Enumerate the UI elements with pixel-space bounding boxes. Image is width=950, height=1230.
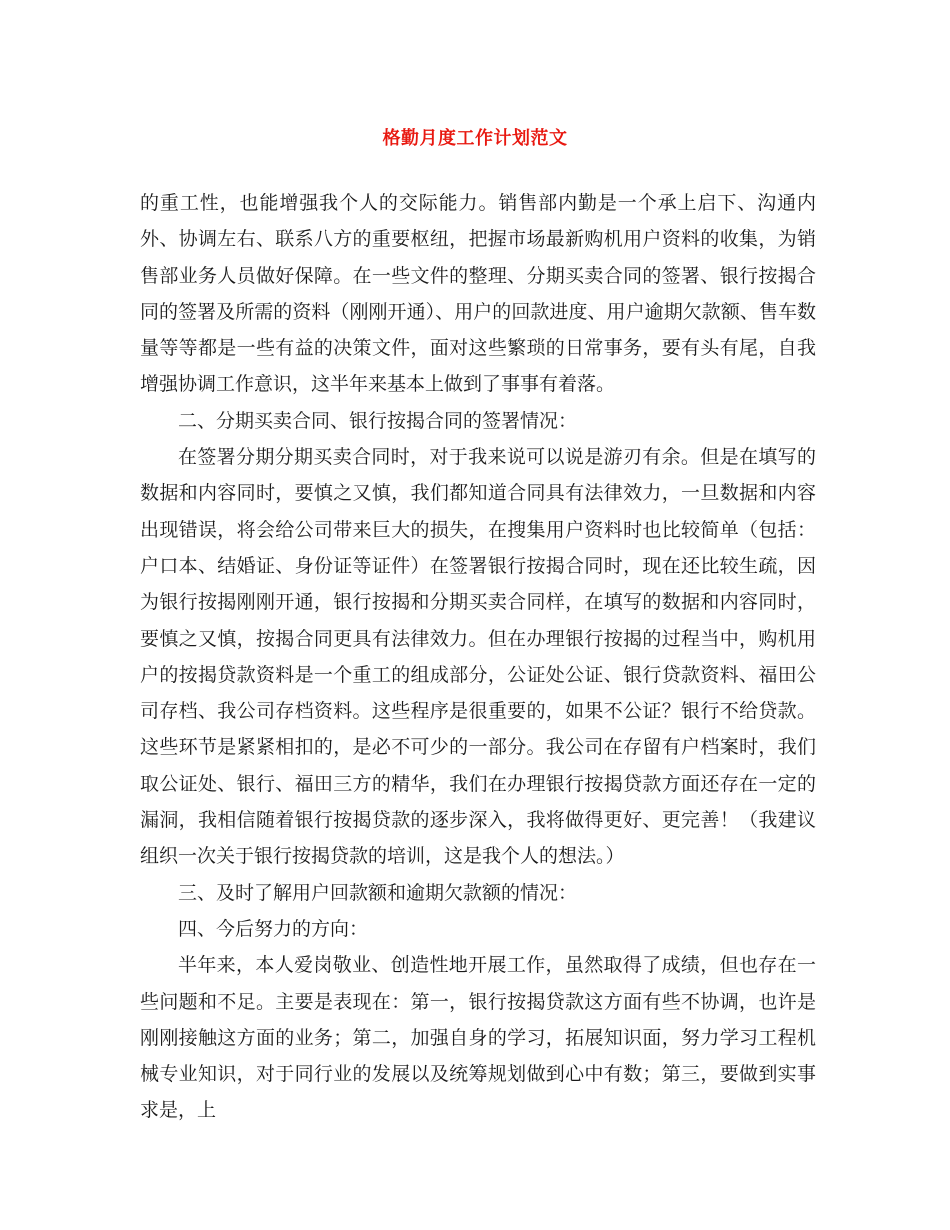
section-heading-payments: 三、及时了解用户回款额和逾期欠款额的情况： <box>178 881 578 904</box>
section-heading-future: 四、今后努力的方向： <box>178 917 369 940</box>
paragraph-contracts: 在签署分期分期买卖合同时，对于我来说可以说是游刃有余。但是在填写的数据和内容同时，要慎之又慎，我们都知道合同具有法律效力，一旦数据和内容出现错误，将会给公司带来巨大的损失，在搜集用户资料时也比较简单（包括：户口本、结婚证、身份证等证件）在签署银行按揭合同时，现在还比较生疏，因为银行按揭刚刚开通，银行按揭和分期买卖合同样，在填写的数据和内容同时，要慎之又慎，按揭合同更具有法律效力。但在办理银行按揭的过程当中，购机用户的按揭贷款资料是一个重工的组成部分，公证处公证、银行贷款资料、福田公司存档、我公司存档资料。这些程序是很重要的，如果不公证？银行不给贷款。这些环节是紧紧相扣的，是必不可少的一部分。我公司在存留有户档案时，我们取公证处、银行、福田三方的精华，我们在办理银行按揭贷款方面还存在一定的漏洞，我相信随着银行按揭贷款的逐步深入，我将做得更好、更完善！（我建议组织一次关于银行按揭贷款的培训，这是我个人的想法。） <box>140 446 816 868</box>
document-body <box>140 185 816 1129</box>
section-heading-contracts: 二、分期买卖合同、银行按揭合同的签署情况： <box>178 409 578 432</box>
document-title: 格勤月度工作计划范文 <box>382 128 568 149</box>
paragraph-future: 半年来，本人爱岗敬业、创造性地开展工作，虽然取得了成绩，但也存在一些问题和不足。主要是表现在：第一，银行按揭贷款这方面有些不协调，也许是刚刚接触这方面的业务；第二，加强自身的学习，拓展知识面，努力学习工程机械专业知识，对于同行业的发展以及统筹规划做到心中有数；第三，要做到实事求是，上 <box>140 954 816 1122</box>
paragraph-intro-continued: 的重工性，也能增强我个人的交际能力。销售部内勤是一个承上启下、沟通内外、协调左右、联系八方的重要枢纽，把握市场最新购机用户资料的收集，为销售部业务人员做好保障。在一些文件的整理、分期买卖合同的签署、银行按揭合同的签署及所需的资料（刚刚开通）、用户的回款进度、用户逾期欠款额、售车数量等等都是一些有益的决策文件，面对这些繁琐的日常事务，要有头有尾，自我增强协调工作意识，这半年来基本上做到了事事有着落。 <box>140 192 816 396</box>
